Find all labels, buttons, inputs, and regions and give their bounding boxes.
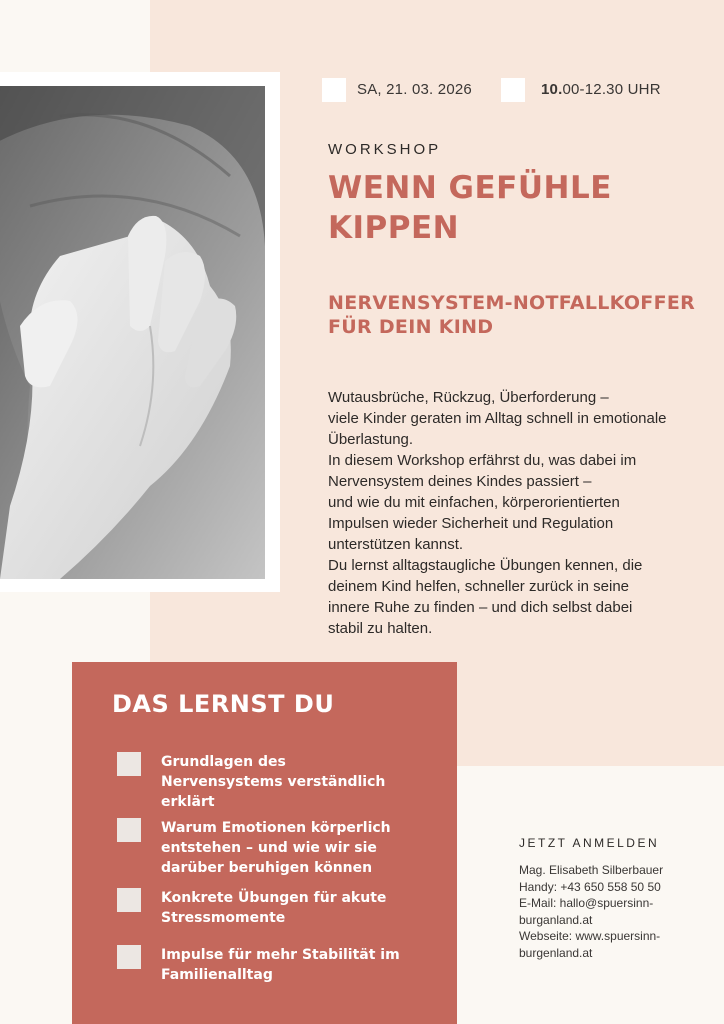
contact-name: Mag. Elisabeth Silberbauer [519, 863, 664, 877]
subtitle-line-1: NERVENSYSTEM-NOTFALLKOFFER [328, 292, 696, 314]
contact-website: Webseite: www.spuersinn- [519, 929, 661, 943]
contact-phone: Handy: +43 650 558 50 50 [519, 879, 661, 894]
learn-item [117, 945, 437, 987]
date-marker [322, 78, 346, 102]
description-line: Überlastung. [328, 431, 414, 448]
description-line: stabil zu halten. [328, 620, 433, 637]
contact-block [519, 836, 719, 961]
event-time-rest: 00-12.30 UHR [562, 81, 661, 98]
description-line: viele Kinder geraten im Alltag schnell in emotionale [328, 410, 667, 427]
title-line-2: KIPPEN [328, 210, 460, 246]
learn-item [117, 888, 437, 930]
learn-item [117, 818, 437, 880]
event-time [541, 81, 661, 98]
checkbox-square [117, 752, 141, 776]
register-heading: JETZT ANMELDEN [519, 836, 660, 850]
workshop-eyebrow: WORKSHOP [328, 141, 442, 158]
learn-heading: DAS LERNST DU [112, 690, 335, 718]
learn-item-label: Grundlagen des Nervensystems verständlich erklärt [161, 754, 386, 810]
workshop-subtitle [328, 291, 718, 339]
event-date: SA, 21. 03. 2026 [357, 81, 472, 98]
checkbox-square [117, 945, 141, 969]
description-line: Impulsen wieder Sicherheit und Regulation [328, 515, 614, 532]
contact-email: E-Mail: hallo@spuersinn- [519, 896, 654, 910]
description-line: Du lernst alltagstaugliche Übungen kennen, die [328, 557, 643, 574]
description-line: unterstützen kannst. [328, 536, 464, 553]
checkbox-square [117, 888, 141, 912]
learn-item-label: Warum Emotionen körperlich entstehen – und wie wir sie darüber beruhigen können [161, 820, 391, 876]
description-line: innere Ruhe zu finden – und dich selbst dabei [328, 599, 633, 616]
time-marker [501, 78, 525, 102]
title-line-1: WENN GEFÜHLE [328, 170, 612, 206]
event-time-start: 10. [541, 81, 563, 98]
workshop-description [328, 387, 708, 639]
workshop-title [328, 168, 658, 248]
checkbox-square [117, 818, 141, 842]
learn-panel [72, 662, 457, 1024]
contact-website-cont: burgenland.at [519, 945, 593, 960]
description-line: deinem Kind helfen, schneller zurück in seine [328, 578, 630, 595]
description-line: Nervensystem deines Kindes passiert – [328, 473, 592, 490]
description-line: und wie du mit einfachen, körperorientierten [328, 494, 620, 511]
learn-item-label: Konkrete Übungen für akute Stressmomente [161, 890, 387, 926]
subtitle-line-2: FÜR DEIN KIND [328, 316, 494, 338]
learn-item-label: Impulse für mehr Stabilität im Familienalltag [161, 947, 400, 983]
contact-email-cont: burganland.at [519, 912, 593, 927]
hands-photo [0, 86, 265, 579]
description-line: In diesem Workshop erfährst du, was dabei im [328, 452, 637, 469]
description-line: Wutausbrüche, Rückzug, Überforderung – [328, 389, 609, 406]
learn-item [117, 752, 437, 814]
